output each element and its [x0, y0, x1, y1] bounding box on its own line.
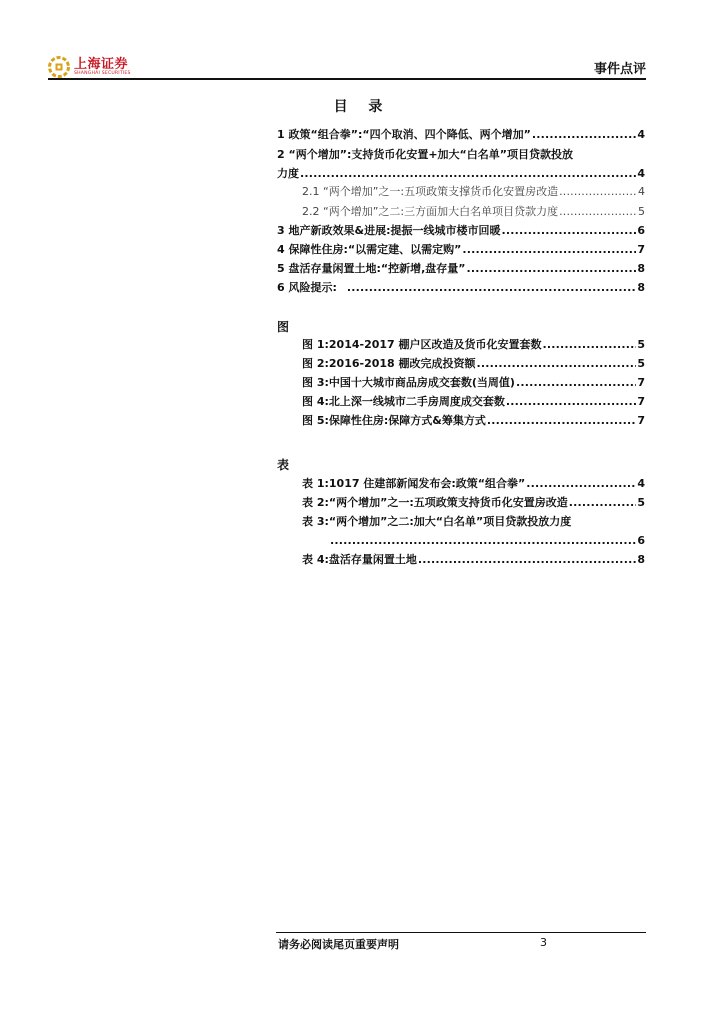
table-entry-2[interactable] [302, 496, 645, 510]
table-entry-text: 表 1:1017 住建部新闻发布会:政策“组合拳” [302, 477, 526, 490]
figure-entry-page: 7 [637, 414, 645, 427]
figure-entry-2[interactable] [302, 357, 645, 371]
toc-entry-text: 4 保障性住房:“以需定建、以需定购” [277, 243, 462, 256]
toc-entry-5[interactable] [277, 262, 645, 276]
toc-entry-2-2[interactable] [302, 205, 645, 219]
figure-entry-page: 5 [637, 357, 645, 370]
table-entry-3[interactable] [330, 534, 645, 548]
figure-entry-text: 图 5:保障性住房:保障方式&筹集方式 [302, 414, 486, 427]
company-logo [48, 56, 131, 78]
figure-entry-text: 图 2:2016-2018 棚改完成投资额 [302, 357, 476, 370]
toc-title: 目 录 [333, 99, 391, 115]
toc-entry-text: 1 政策“组合拳”:“四个取消、四个降低、两个增加” [277, 128, 531, 141]
report-type-label: 事件点评 [593, 62, 646, 77]
figure-entry-text: 图 4:北上深一线城市二手房周度成交套数 [302, 395, 505, 408]
page-header [48, 56, 646, 78]
toc-entry-2-line1[interactable]: 2 “两个增加”:支持货币化安置+加大“白名单”项目贷款投放 [277, 148, 574, 161]
table-entry-page: 4 [637, 477, 645, 490]
page-number: 3 [540, 936, 547, 949]
footer-divider [276, 932, 646, 933]
figure-entry-1[interactable] [302, 338, 645, 352]
figure-entry-text: 图 3:中国十大城市商品房成交套数(当周值) [302, 376, 515, 389]
logo-name-en: SHANGHAI SECURITIES [74, 70, 131, 76]
toc-entry-2-1[interactable] [302, 185, 645, 199]
toc-entry-1[interactable] [277, 128, 645, 142]
toc-entry-page: 8 [637, 281, 645, 294]
toc-entry-text: 5 盘活存量闲置土地:“控新增,盘存量” [277, 262, 466, 275]
figure-entry-4[interactable] [302, 395, 645, 409]
toc-entry-6[interactable] [277, 281, 645, 295]
table-entry-text: 表 4:盘活存量闲置土地 [302, 553, 417, 566]
figures-heading: 图 [277, 320, 290, 334]
table-entry-text: 表 2:“两个增加”之一:五项政策支持货币化安置房改造 [302, 496, 568, 509]
figure-entry-page: 7 [637, 395, 645, 408]
toc-entry-text: 6 风险提示: [277, 281, 337, 294]
figure-entry-5[interactable] [302, 414, 645, 428]
toc-entry-page: 7 [637, 243, 645, 256]
table-entry-1[interactable] [302, 477, 645, 491]
tables-heading: 表 [277, 458, 290, 472]
toc-entry-page: 4 [637, 128, 645, 141]
table-entry-page: 8 [637, 553, 645, 566]
toc-entry-page: 6 [637, 224, 645, 237]
table-entry-page: 5 [637, 496, 645, 509]
figure-entry-page: 7 [637, 376, 645, 389]
toc-entry-text: 2.1 “两个增加”之一:五项政策支撑货币化安置房改造 [302, 185, 559, 198]
figure-entry-text: 图 1:2014-2017 棚户区改造及货币化安置套数 [302, 338, 542, 351]
figure-entry-3[interactable] [302, 376, 645, 390]
logo-name-cn: 上海证券 [74, 56, 129, 72]
figure-entry-page: 5 [637, 338, 645, 351]
toc-entry-4[interactable] [277, 243, 645, 257]
disclaimer-note: 请务必阅读尾页重要声明 [278, 938, 399, 951]
toc-entry-page: 4 [638, 185, 645, 198]
toc-entry-3[interactable] [277, 224, 645, 238]
toc-entry-page: 5 [638, 205, 645, 218]
toc-entry-text: 3 地产新政效果&进展:提振一线城市楼市回暖 [277, 224, 501, 237]
table-entry-page: 6 [637, 534, 645, 547]
logo-emblem-icon [48, 56, 70, 78]
toc-entry-text: 2.2 “两个增加”之二:三方面加大白名单项目贷款力度 [302, 205, 559, 218]
table-entry-3-line1[interactable]: 表 3:“两个增加”之二:加大“白名单”项目贷款投放力度 [302, 515, 572, 528]
toc-entry-page: 8 [637, 262, 645, 275]
header-divider [48, 78, 646, 80]
toc-entry-2[interactable] [277, 167, 645, 181]
toc-entry-text: 力度 [277, 167, 299, 180]
toc-entry-page: 4 [637, 167, 645, 180]
table-entry-4[interactable] [302, 553, 645, 567]
